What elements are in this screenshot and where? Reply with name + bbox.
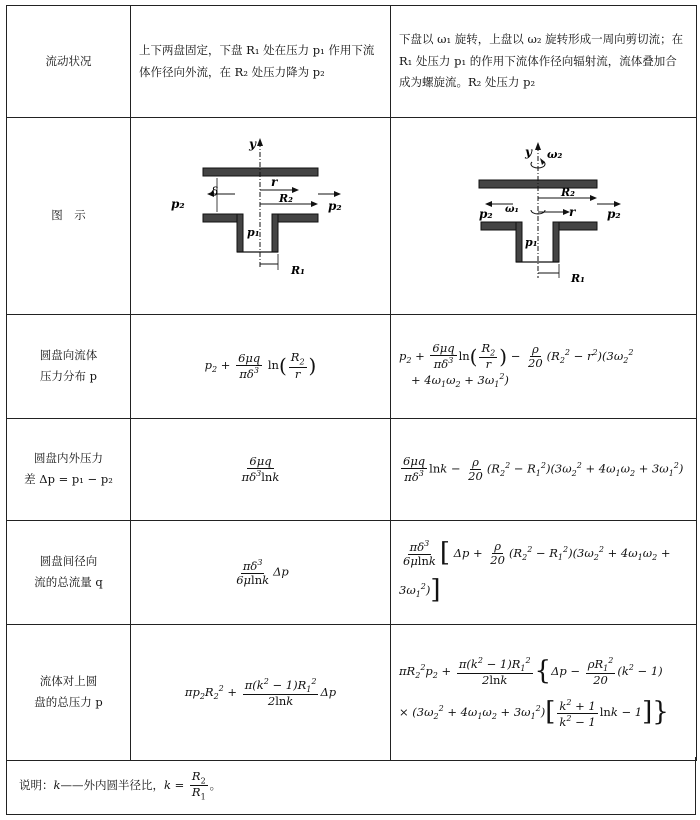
footnote [6, 757, 696, 815]
disk-diagram-b [391, 118, 695, 306]
lower-disk-right [559, 222, 597, 230]
diagram-label-cell [7, 118, 131, 315]
diff-b-cell [391, 418, 697, 520]
p2-right-label: p₂ [607, 207, 621, 221]
p1-label: p₁ [525, 236, 538, 249]
diff-label-cell [7, 418, 131, 520]
p2-left-label: p₂ [479, 207, 493, 221]
pressure-diff-row [7, 418, 697, 520]
pressure-label-cell [7, 314, 131, 418]
flow-formula-b: $\frac{\pi\delta^3}{6\mu\ln k}$ [ Δp + $\frac{\rho}{20}$ $(R_2^2 - R_1^2)(3\omega_2^2 + 4\omega_1\omega_2 + 3\omega_1^2)$] [399, 537, 671, 606]
pressure-label-line-2: 压力分布 p [39, 369, 98, 384]
formula-table [6, 5, 697, 761]
omega2-label: ω₂ [547, 148, 563, 161]
force-b-cell [391, 624, 697, 760]
diff-formula-b: $\frac{6\mu q}{\pi\delta^3}$ lnk − $\frac{\rho}{20}$ $(R_2^2 - R_1^2)(3\omega_2^2 + 4\omega_1\omega_2 + 3\omega_1^2)$ [403, 453, 684, 484]
lower-disk-left [481, 222, 516, 230]
header-row [7, 6, 697, 118]
pressure-formula-a: $p_2$ + $\frac{6\mu q}{\pi\delta^3}$ ln( $\frac{R_2}{r}$ ) [204, 350, 317, 381]
header-label-cell [7, 6, 131, 118]
lower-disk-right [278, 214, 318, 222]
diff-a-cell [131, 418, 391, 520]
force-label-cell [7, 624, 131, 760]
p2-right-label: p₂ [328, 199, 342, 213]
diagram-b-cell [391, 118, 697, 315]
pressure-label-line-1: 圆盘向流体 [39, 347, 98, 362]
case-a-header-cell [131, 6, 391, 118]
p1-label: p₁ [247, 226, 260, 239]
flow-label-line-2: 流的总流量 q [34, 575, 103, 590]
diff-label-line-1: 圆盘内外压力 [34, 450, 103, 465]
flow-a-cell [131, 520, 391, 624]
force-formula-a: $\pi p_2R_2^2$ + $\frac{\pi(k^2 - 1)R_1^2}{2\ln k}$ Δp [184, 676, 337, 708]
diagram-label: 图 示 [51, 208, 86, 222]
force-row [7, 624, 697, 760]
flow-label-line-1: 圆盘间径向 [39, 553, 98, 568]
p2-left-label: p₂ [171, 197, 185, 211]
force-label-line-2: 盘的总压力 p [34, 695, 103, 710]
pipe-wall-left [237, 214, 243, 252]
case-a-description: 上下两盘固定，下盘 R₁ 处在压力 p₁ 作用下流体作径向外流，在 R₂ 处压力降为 p₂ [139, 42, 375, 79]
force-formula-b: $\pi R_2^2p_2$ + $\frac{\pi(k^2 - 1)R_1^2}{2\ln k}$ {Δp − $\frac{\rho R_1^2}{20}$ $(k^2 - 1)$ × $(3\omega_2^2 + 4\omega_1\omega_2 + 3\omega_1^2)$[ $\frac{k^2 + 1}{k^2 - 1}$ lnk − 1]} [399, 655, 669, 729]
r1-label: R₁ [291, 264, 305, 277]
r1-label: R₁ [571, 272, 585, 285]
case-b-description: 下盘以 ω₁ 旋转，上盘以 ω₂ 旋转形成一周向剪切流；在 R₁ 处压力 p₁ 的作用下流体作径向辐射流，流体叠加合成为螺旋流。R₂ 处压力 p₂ [399, 31, 684, 90]
pressure-row [7, 314, 697, 418]
omega1-label: ω₁ [505, 204, 519, 215]
diff-label-line-2: 差 Δp = p₁ − p₂ [24, 472, 113, 487]
delta-label: δ [211, 185, 219, 199]
y-axis-label: y [525, 145, 532, 159]
y-axis-label: y [249, 137, 256, 151]
r-label: r [569, 205, 576, 219]
case-b-header-cell [391, 6, 697, 118]
flow-b-cell [391, 520, 697, 624]
flow-row [7, 520, 697, 624]
flow-label-cell [7, 520, 131, 624]
diagram-row [7, 118, 697, 315]
header-label: 流动状况 [45, 53, 92, 68]
r2-label: R₂ [279, 192, 293, 205]
pressure-b-cell [391, 314, 697, 418]
pipe-wall-right [272, 214, 278, 252]
flow-formula-a: $\frac{\pi\delta^3}{6\mu\ln k}$ Δp [236, 557, 289, 587]
pressure-a-cell [131, 314, 391, 418]
diff-formula-a: $\frac{6\mu q}{\pi\delta^3\ln k}$ [241, 453, 280, 484]
disk-diagram-a [131, 118, 389, 306]
footnote-text: 说明：k——外内圆半径比，k = $\frac{R_2}{R_1}$ 。 [19, 768, 222, 802]
pipe-wall-left [516, 222, 522, 262]
r2-label: R₂ [561, 186, 575, 199]
force-a-cell [131, 624, 391, 760]
force-label-line-1: 流体对上圆 [39, 673, 98, 688]
pipe-wall-right [553, 222, 559, 262]
pressure-formula-b: $p_2$ + $\frac{6\mu q}{\pi\delta^3}$ ln( $\frac{R_2}{r}$ ) − $\frac{\rho}{20}$ $(R_2^2 - r^2)(3\omega_2^2$ + $4\omega_1\omega_2 + 3\omega_1^2$) [399, 340, 634, 390]
diagram-a-cell [131, 118, 391, 315]
lower-disk-left [203, 214, 237, 222]
r-label: r [271, 175, 278, 189]
